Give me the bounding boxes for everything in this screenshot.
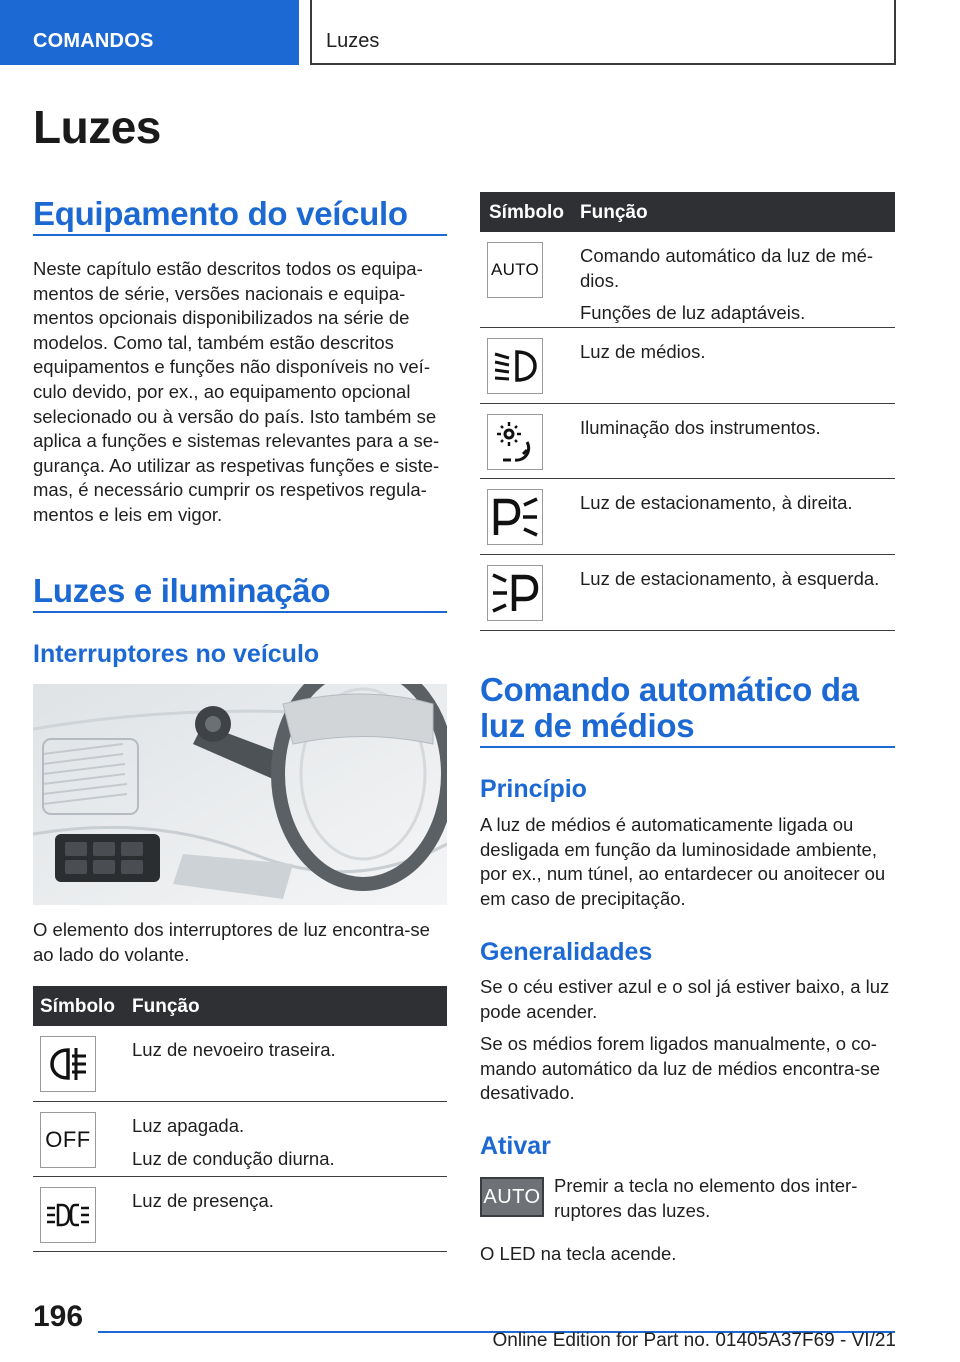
table-row: [480, 328, 895, 404]
light-symbols-table-left: [33, 986, 447, 1252]
col-function-header: Função: [580, 202, 648, 223]
function-text: Luz de presença.: [132, 1190, 274, 1211]
page-title: Luzes: [33, 101, 161, 153]
light-symbols-table-right: [480, 192, 895, 631]
paragraph-principio: A luz de médios é automaticamente ligada ou desligada em função da luminosidade ambiente, por ex., num túnel, ao entardecer ou anoitecer ou em caso de precipitação.: [480, 814, 886, 909]
photo-caption: O elemento dos interruptores de luz encontra-se ao lado do volante.: [33, 919, 430, 965]
heading-equipamento: Equipamento do veículo: [33, 195, 408, 232]
dashboard-illustration: [33, 684, 447, 905]
col-symbol-header: Símbolo: [40, 996, 115, 1017]
function-cell: [132, 1189, 274, 1222]
function-text: Luz de condução diurna.: [132, 1147, 335, 1169]
table-row: [33, 1177, 447, 1252]
low-beam-icon: [487, 338, 543, 394]
paragraph-generalidades-1: Se o céu estiver azul e o sol já estiver baixo, a luz pode acender.: [480, 976, 890, 1022]
paragraph-led: O LED na tecla acende.: [480, 1243, 677, 1264]
paragraph-generalidades-2: Se os médios forem ligados manualmente, o comando automático da luz de médios encontra-se desativado.: [480, 1033, 881, 1104]
table-header: [480, 192, 895, 232]
heading-interruptores: Interruptores no veículo: [33, 640, 320, 668]
chapter-title-box: Luzes: [310, 0, 896, 65]
table-header: [33, 986, 447, 1026]
paragraph-ativar: Premir a tecla no elemento dos interruptores das luzes.: [554, 1175, 858, 1221]
rear-fog-light-icon: [40, 1036, 96, 1092]
auto-icon: [487, 242, 543, 298]
side-light-icon: [40, 1187, 96, 1243]
function-cell: [580, 491, 853, 524]
function-text: Funções de luz adaptáveis.: [580, 302, 806, 324]
table-row: [33, 1026, 447, 1102]
page-number: 196: [33, 1300, 84, 1333]
function-cell: [580, 244, 890, 334]
heading-rule: [33, 234, 447, 236]
col-function-header: Função: [132, 996, 200, 1017]
heading-rule: [480, 746, 895, 748]
function-text: Luz de estacionamento, à direita.: [580, 492, 853, 513]
off-icon: [40, 1112, 96, 1168]
off-symbol-text: OFF: [45, 1127, 91, 1152]
function-text: Luz de nevoeiro traseira.: [132, 1039, 336, 1060]
function-cell: [132, 1038, 336, 1071]
footer-edition: Online Edition for Part no. 01405A37F69 - VI/21: [492, 1330, 896, 1351]
heading-ativar: Ativar: [480, 1132, 551, 1160]
dashboard-light-switch-photo: [33, 684, 447, 905]
function-cell: [580, 567, 879, 600]
function-cell: [580, 416, 821, 449]
heading-comando-automatico-l2: luz de médios: [480, 707, 695, 744]
table-row: [480, 555, 895, 631]
table-row: [480, 479, 895, 555]
heading-comando-automatico-l1: Comando automático da: [480, 671, 859, 708]
auto-symbol-text: AUTO: [490, 260, 540, 279]
function-cell: [132, 1114, 335, 1179]
auto-button-icon: AUTO: [480, 1177, 544, 1217]
section-tab: COMANDOS: [0, 0, 299, 65]
table-row: [480, 404, 895, 479]
table-row: [33, 1102, 447, 1177]
heading-luzes-iluminacao: Luzes e iluminação: [33, 572, 331, 609]
parking-light-left-icon: [487, 565, 543, 621]
function-cell: [580, 340, 705, 373]
function-text: Luz de médios.: [580, 341, 706, 362]
heading-generalidades: Generalidades: [480, 938, 653, 966]
function-text: Luz apagada.: [132, 1115, 245, 1136]
parking-light-right-icon: [487, 489, 543, 545]
function-text: Luz de estacionamento, à esquerda.: [580, 568, 880, 589]
instrument-lighting-icon: [487, 414, 543, 470]
col-symbol-header: Símbolo: [489, 202, 564, 223]
heading-principio: Princípio: [480, 775, 587, 803]
table-row: [480, 232, 895, 328]
function-text: Comando automático da luz de médios.: [580, 245, 874, 291]
heading-rule: [33, 611, 447, 613]
function-text: Iluminação dos instrumentos.: [580, 417, 821, 438]
paragraph-equipamento: Neste capítulo estão descritos todos os equipamentos de série, versões nacionais e equipamentos opcionais disponibilizados na série de modelos. Como tal, também estão descritos equipamentos e funções não disponíveis no veículo devido, por ex., ao equipamento opcional selecionado ou à versão do país. Isto também se aplica a funções e sistemas relevantes para a segurança. Ao utilizar as respetivas funções e sistemas, é necessário cumprir os respetivos regulamentos e leis em vigor.: [33, 258, 440, 525]
